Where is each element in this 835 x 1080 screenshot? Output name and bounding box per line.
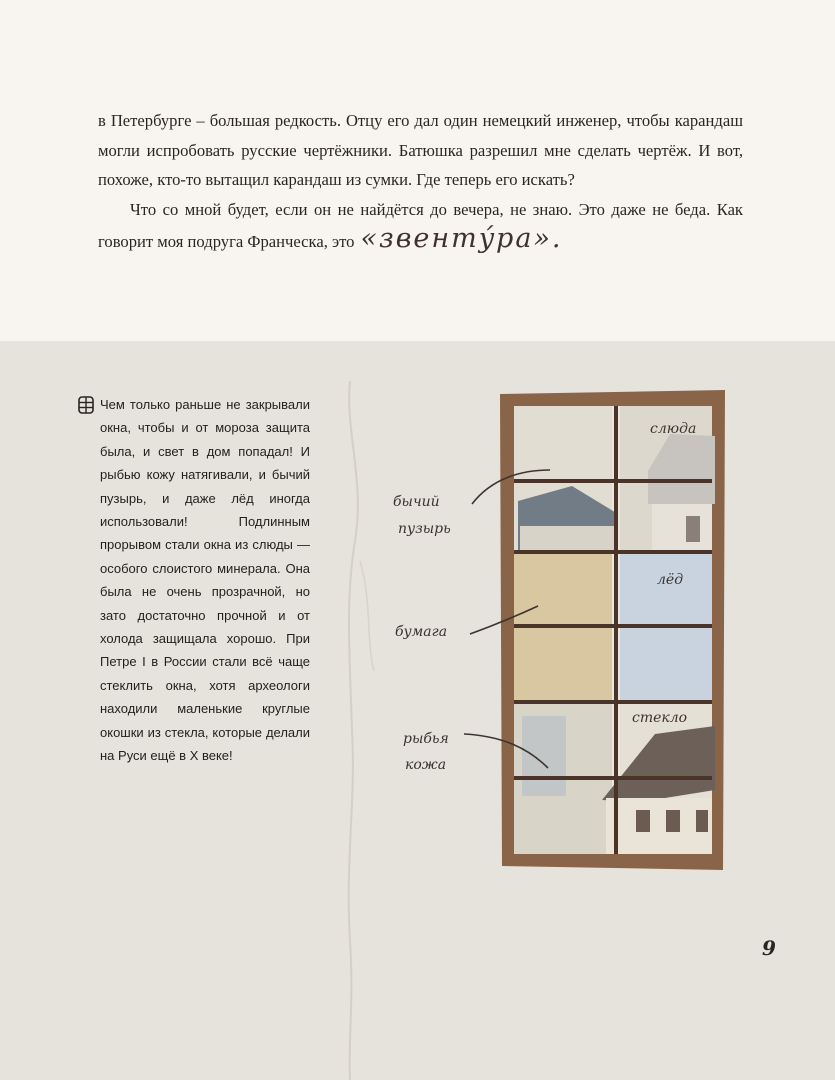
story-section [0, 0, 835, 341]
page-number: 9 [762, 936, 776, 960]
label-bladder-line-1: бычий [393, 494, 440, 510]
label-glass: стекло [632, 710, 688, 726]
label-fishskin-line-1: рыбья [403, 731, 449, 747]
label-fishskin-line-2: кожа [405, 757, 447, 773]
story-paragraph-2-text: Что со мной будет, если он не найдётся до вечера, не знаю. Это даже не беда. Как говорит моя подруга Франческа, это [98, 199, 743, 251]
label-mica: слюда [650, 421, 697, 437]
info-text: Чем только раньше не закрывали окна, чтобы и от мороза защита была, и свет в дом попадал! И рыбью кожу натягивали, и бычий пузырь, и даже лёд иногда использовали! Подлинным прорывом стали окна из слюды — особого слоистого минерала. Она была не очень прозрачной, но зато достаточно прочной и от холода защищала хорошо. При Петре I в России стали всё чаще стеклить окна, хотя археологи находили маленькие круглые окошки из стекла, которые делали на Руси ещё в X веке! [100, 397, 310, 764]
label-paper: бумага [395, 624, 448, 640]
info-box [78, 393, 310, 768]
story-paragraph-1: в Петербурге – большая редкость. Отцу его дал один немецкий инженер, чтобы карандаш могли испробовать русские чертёжники. Батюшка разрешил мне сделать чертёж. И вот, похоже, кто-то вытащил карандаш из сумки. Где теперь его искать? [98, 111, 743, 189]
house-wall-left [520, 526, 615, 551]
fishskin-tower [522, 716, 566, 796]
story-paragraph-2 [98, 195, 743, 257]
handwritten-word: «звентýра». [360, 223, 563, 254]
glass-house-window-3 [696, 810, 708, 832]
mica-building-wall [652, 504, 712, 551]
story-text [98, 106, 743, 257]
glass-house-window-1 [636, 810, 650, 832]
label-bladder-line-2: пузырь [398, 521, 451, 537]
glass-house-window-2 [666, 810, 680, 832]
mica-building-window [686, 516, 700, 542]
window-icon [78, 396, 94, 414]
label-ice: лёд [657, 572, 684, 588]
